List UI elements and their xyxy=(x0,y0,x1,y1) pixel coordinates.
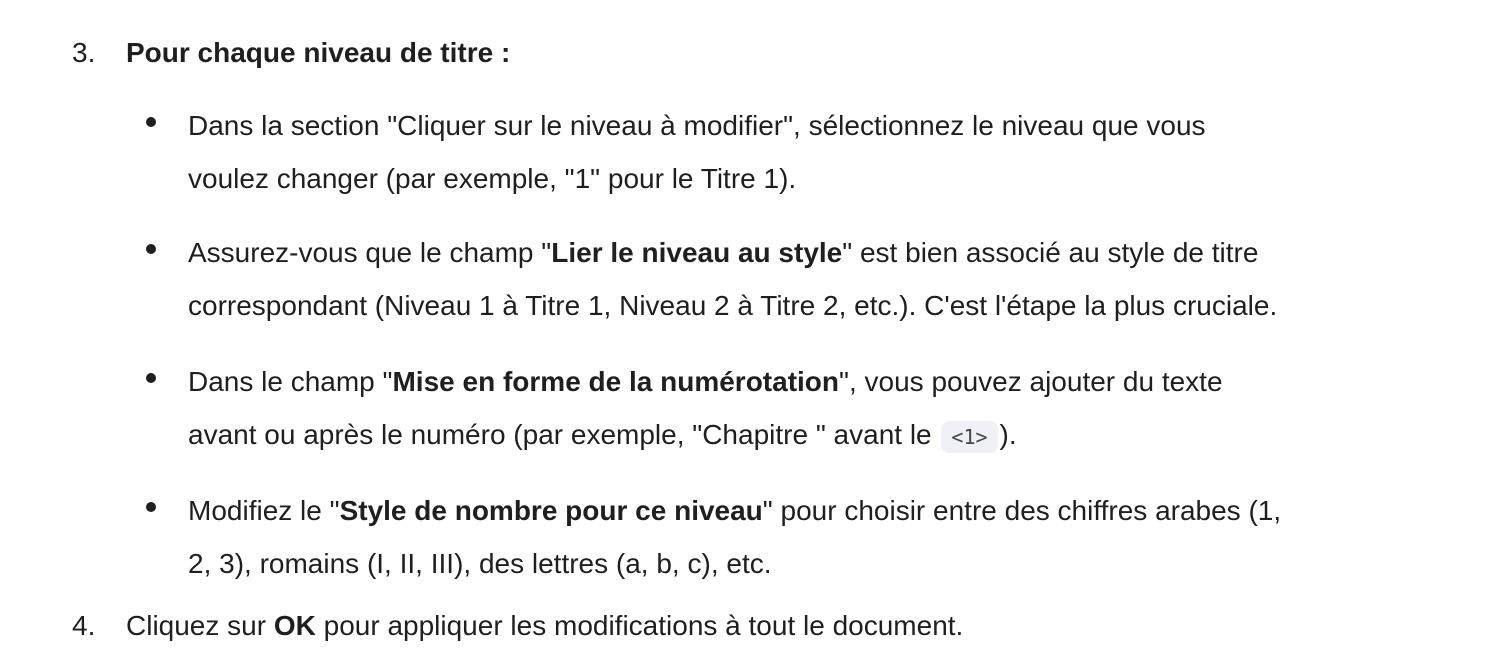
step-text xyxy=(126,606,1488,646)
bullet-text-line xyxy=(188,355,1488,408)
inline-code: <1> xyxy=(941,421,997,453)
bullet-text-line xyxy=(188,408,1488,464)
text-segment: pour appliquer les modifications à tout le document. xyxy=(315,610,964,641)
bullet-text-line: Dans la section "Cliquer sur le niveau à modifier", sélectionnez le niveau que vous xyxy=(188,110,1206,141)
bullet-text-line xyxy=(188,484,1488,537)
step-title-bold: Pour chaque niveau de titre : xyxy=(126,37,511,68)
text-segment: Cliquez sur xyxy=(126,610,274,641)
bold-text: Lier le niveau au style xyxy=(551,237,843,268)
step-title xyxy=(126,33,1488,73)
text-segment: " est bien associé au style de titre xyxy=(842,237,1259,268)
bullet-item-number-style xyxy=(188,484,1488,590)
text-segment: Dans le champ " xyxy=(188,366,393,397)
bullet-icon xyxy=(146,373,156,383)
text-segment: Modifiez le " xyxy=(188,495,340,526)
text-segment: ). xyxy=(999,419,1017,450)
bullet-text-line: voulez changer (par exemple, "1" pour le Titre 1). xyxy=(188,163,797,194)
step-number: 4. xyxy=(72,610,96,641)
step-number: 3. xyxy=(72,37,96,68)
bullet-item-link-style xyxy=(188,226,1488,332)
bullet-icon xyxy=(146,244,156,254)
text-segment: Assurez-vous que le champ " xyxy=(188,237,552,268)
bold-text: Style de nombre pour ce niveau xyxy=(339,495,763,526)
bullet-icon xyxy=(146,502,156,512)
bullet-text-line: 2, 3), romains (I, II, III), des lettres (a, b, c), etc. xyxy=(188,548,772,579)
text-segment: " pour choisir entre des chiffres arabes (1, xyxy=(762,495,1282,526)
bullet-text-line xyxy=(188,226,1488,279)
bullet-text-line: correspondant (Niveau 1 à Titre 1, Niveau 2 à Titre 2, etc.). C'est l'étape la plus cruciale. xyxy=(188,290,1278,321)
bullet-icon xyxy=(146,117,156,127)
bullet-item-level-select xyxy=(188,99,1488,205)
text-segment: avant ou après le numéro (par exemple, "Chapitre " avant le xyxy=(188,419,940,450)
bold-text: OK xyxy=(273,610,316,641)
bold-text: Mise en forme de la numérotation xyxy=(392,366,840,397)
text-segment: ", vous pouvez ajouter du texte xyxy=(839,366,1223,397)
bullet-item-number-format xyxy=(188,355,1488,464)
